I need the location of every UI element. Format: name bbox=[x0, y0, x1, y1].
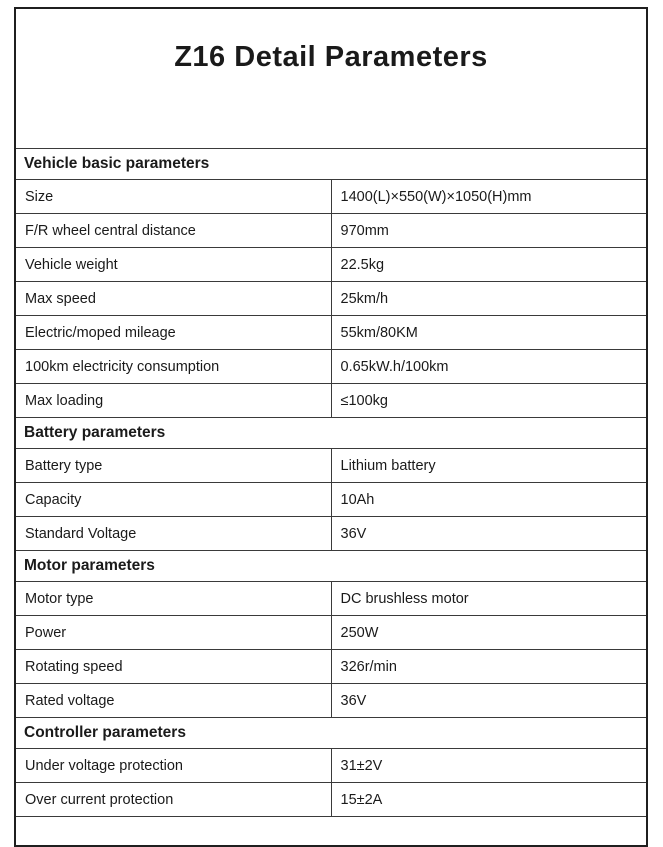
param-value: 36V bbox=[331, 517, 646, 551]
section-header-motor: Motor parameters bbox=[16, 551, 646, 582]
param-value: ≤100kg bbox=[331, 384, 646, 418]
table-row bbox=[16, 749, 646, 783]
param-value: 1400(L)×550(W)×1050(H)mm bbox=[331, 180, 646, 214]
param-name: Power bbox=[16, 616, 331, 650]
param-value: 970mm bbox=[331, 214, 646, 248]
table-row bbox=[16, 248, 646, 282]
param-name: Max speed bbox=[16, 282, 331, 316]
param-name: Capacity bbox=[16, 483, 331, 517]
title-section bbox=[16, 9, 646, 148]
table-row bbox=[16, 582, 646, 616]
param-name: Under voltage protection bbox=[16, 749, 331, 783]
param-value: 22.5kg bbox=[331, 248, 646, 282]
param-value: 326r/min bbox=[331, 650, 646, 684]
table-row bbox=[16, 483, 646, 517]
param-value: 55km/80KM bbox=[331, 316, 646, 350]
param-value: DC brushless motor bbox=[331, 582, 646, 616]
page-title: Z16 Detail Parameters bbox=[174, 41, 488, 73]
param-name: Rated voltage bbox=[16, 684, 331, 718]
param-name: Over current protection bbox=[16, 783, 331, 817]
table-row bbox=[16, 449, 646, 483]
section-header-row bbox=[16, 718, 646, 749]
param-value: 0.65kW.h/100km bbox=[331, 350, 646, 384]
param-value: Lithium battery bbox=[331, 449, 646, 483]
table-row bbox=[16, 517, 646, 551]
param-value: 36V bbox=[331, 684, 646, 718]
param-name: 100km electricity consumption bbox=[16, 350, 331, 384]
param-name: Electric/moped mileage bbox=[16, 316, 331, 350]
table-row bbox=[16, 384, 646, 418]
param-name: Max loading bbox=[16, 384, 331, 418]
param-value: 31±2V bbox=[331, 749, 646, 783]
table-row bbox=[16, 214, 646, 248]
param-name: Size bbox=[16, 180, 331, 214]
table-row bbox=[16, 316, 646, 350]
param-value: 25km/h bbox=[331, 282, 646, 316]
section-header-row bbox=[16, 149, 646, 180]
table-row bbox=[16, 282, 646, 316]
param-name: Battery type bbox=[16, 449, 331, 483]
table-row bbox=[16, 650, 646, 684]
section-header-row bbox=[16, 551, 646, 582]
param-value: 250W bbox=[331, 616, 646, 650]
section-header-battery: Battery parameters bbox=[16, 418, 646, 449]
param-value: 15±2A bbox=[331, 783, 646, 817]
param-name: Standard Voltage bbox=[16, 517, 331, 551]
table-row bbox=[16, 180, 646, 214]
section-header-row bbox=[16, 418, 646, 449]
table-row bbox=[16, 350, 646, 384]
param-name: Motor type bbox=[16, 582, 331, 616]
table-row bbox=[16, 684, 646, 718]
param-value: 10Ah bbox=[331, 483, 646, 517]
param-name: F/R wheel central distance bbox=[16, 214, 331, 248]
table-row bbox=[16, 783, 646, 817]
spec-table bbox=[16, 148, 646, 817]
section-header-vehicle: Vehicle basic parameters bbox=[16, 149, 646, 180]
spec-sheet-page bbox=[14, 7, 648, 847]
param-name: Vehicle weight bbox=[16, 248, 331, 282]
table-row bbox=[16, 616, 646, 650]
section-header-controller: Controller parameters bbox=[16, 718, 646, 749]
param-name: Rotating speed bbox=[16, 650, 331, 684]
